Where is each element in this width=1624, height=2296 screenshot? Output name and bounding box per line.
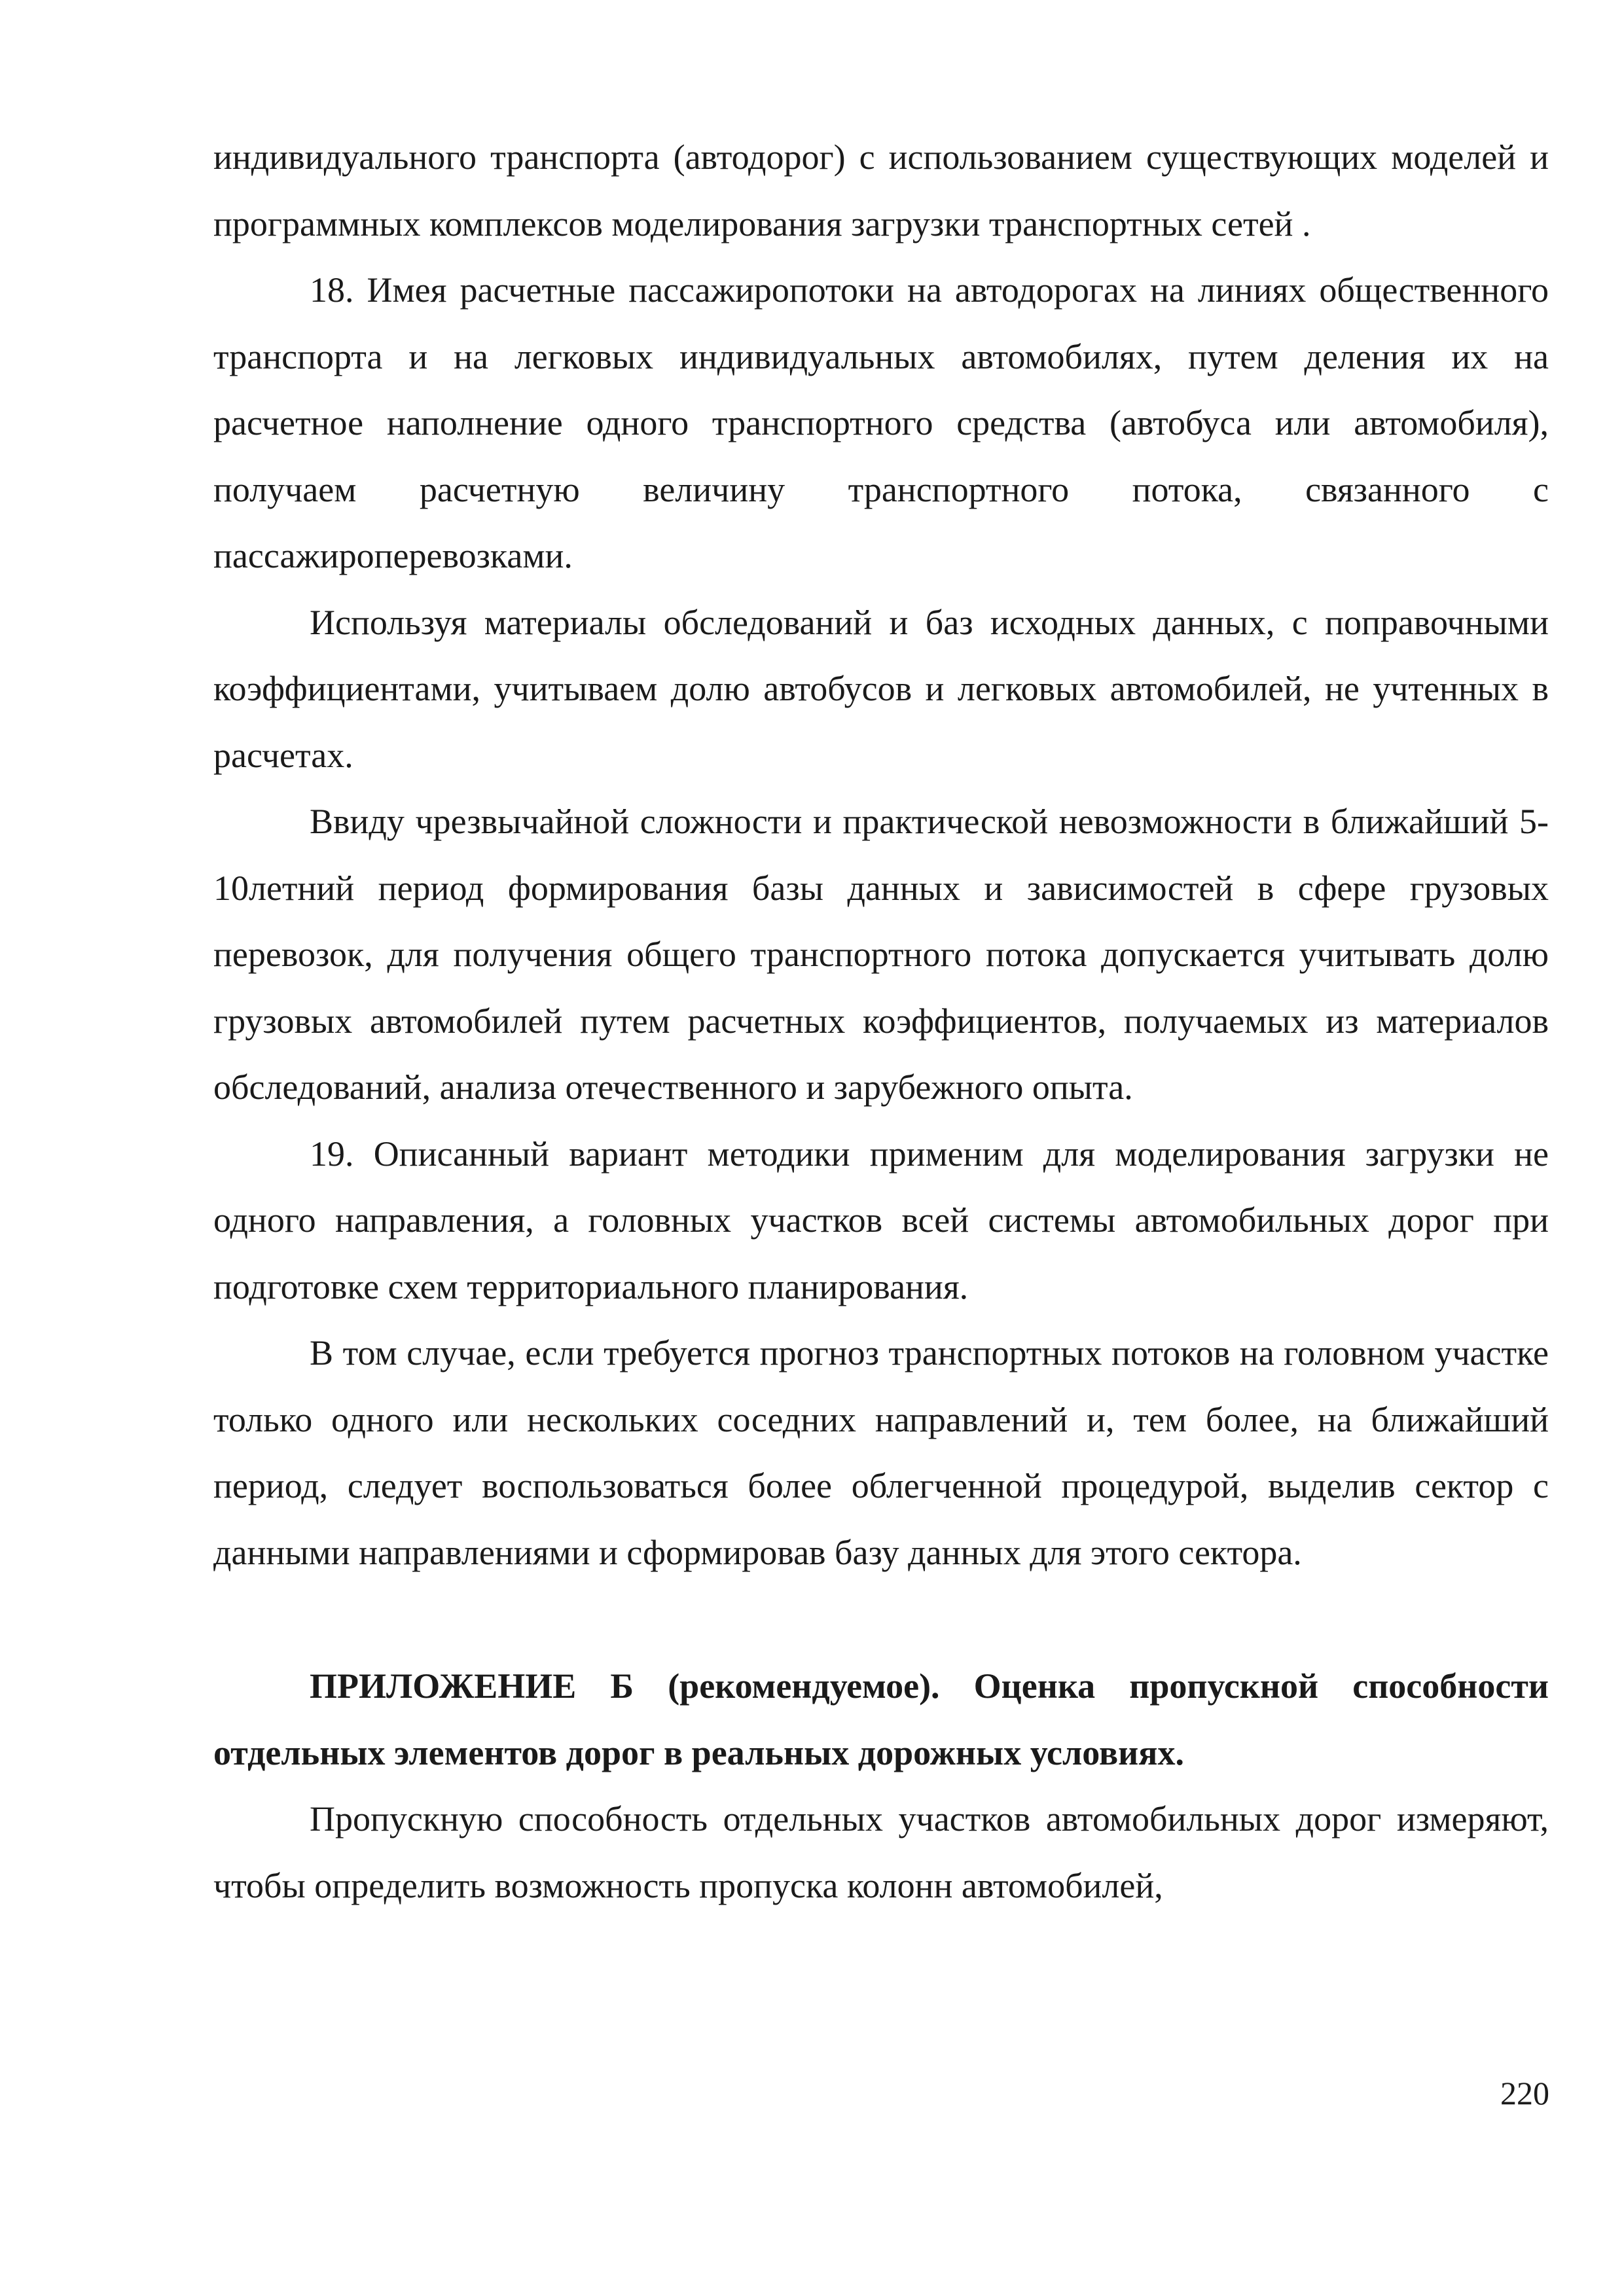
paragraph-freight-complexity: Ввиду чрезвычайной сложности и практической невозможности в ближайший 5-10летний период формирования базы данных и зависимостей в сфере грузовых перевозок, для получения общего транспортного потока допускается учитывать долю грузовых автомобилей путем расчетных коэффициентов, получаемых из материалов обследований, анализа отечественного и зарубежного опыта.: [213, 802, 1549, 1107]
paragraph-item-18: 18. Имея расчетные пассажиропотоки на автодорогах на линиях общественного транспорта и на легковых индивидуальных автомобилях, путем деления их на расчетное наполнение одного транспортного средства (автобуса или автомобиля), получаем расчетную величину транспортного потока, связанного с пассажироперевозками.: [213, 270, 1549, 575]
paragraph-capacity-measurement: Пропускную способность отдельных участков автомобильных дорог измеряют, чтобы определить возможность пропуска колонн автомобилей,: [213, 1799, 1549, 1905]
paragraph-item-19: 19. Описанный вариант методики применим для моделирования загрузки не одного направления, а головных участков всей системы автомобильных дорог при подготовке схем территориального планирования.: [213, 1134, 1549, 1306]
document-page: [213, 124, 1549, 1919]
paragraph-sector-forecast: В том случае, если требуется прогноз транспортных потоков на головном участке только одного или нескольких соседних направлений и, тем более, на ближайший период, следует воспользоваться более облегченной процедурой, выделив сектор с данными направлениями и сформировав базу данных для этого сектора.: [213, 1333, 1549, 1572]
appendix-heading: ПРИЛОЖЕНИЕ Б (рекомендуемое). Оценка пропускной способности отдельных элементов дорог в реальных дорожных условиях.: [213, 1666, 1549, 1772]
paragraph-continuation: индивидуального транспорта (автодорог) с использованием существующих моделей и программных комплексов моделирования загрузки транспортных сетей .: [213, 137, 1549, 243]
paragraph-survey-materials: Используя материалы обследований и баз исходных данных, с поправочными коэффициентами, учитываем долю автобусов и легковых автомобилей, не учтенных в расчетах.: [213, 602, 1549, 775]
page-number: 220: [1500, 2075, 1549, 2111]
